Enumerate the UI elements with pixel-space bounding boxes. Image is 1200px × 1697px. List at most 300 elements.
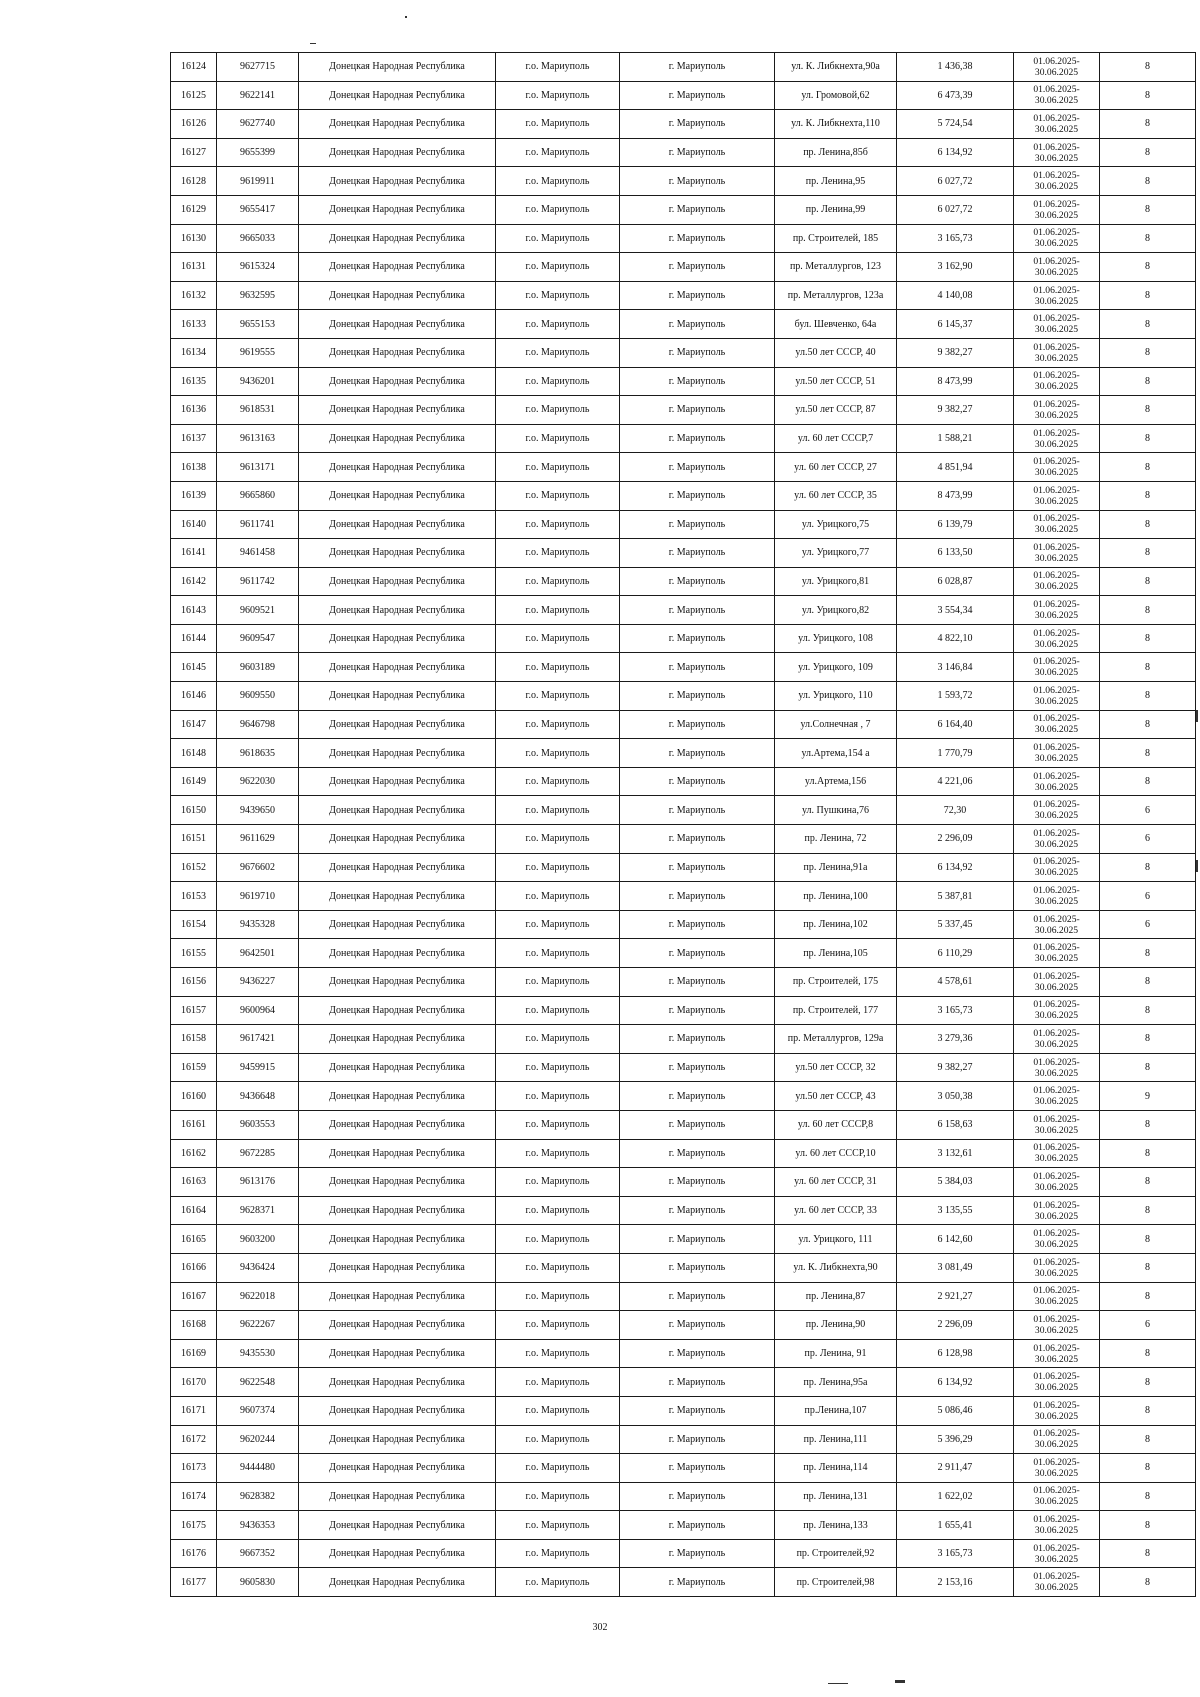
value-cell: 8: [1100, 510, 1196, 539]
period-cell: [1014, 1196, 1100, 1225]
region-cell: Донецкая Народная Республика: [299, 1482, 496, 1511]
table-row: [171, 1425, 1196, 1454]
city-cell: г. Мариуполь: [620, 481, 775, 510]
district-cell: г.о. Мариуполь: [496, 1539, 620, 1568]
value-cell: 8: [1100, 1339, 1196, 1368]
period-cell: [1014, 1110, 1100, 1139]
object-id-cell: 9622141: [217, 81, 299, 110]
record-number-cell: 16171: [171, 1396, 217, 1425]
period-cell: [1014, 453, 1100, 482]
record-number-cell: 16159: [171, 1053, 217, 1082]
value-cell: 8: [1100, 539, 1196, 568]
address-cell: ул. 60 лет СССР, 31: [775, 1168, 897, 1197]
record-number-cell: 16175: [171, 1511, 217, 1540]
district-cell: г.о. Мариуполь: [496, 1196, 620, 1225]
address-cell: ул. Урицкого, 111: [775, 1225, 897, 1254]
period-start: 01.06.2025-: [1033, 770, 1080, 782]
city-cell: г. Мариуполь: [620, 739, 775, 768]
district-cell: г.о. Мариуполь: [496, 996, 620, 1025]
object-id-cell: 9436353: [217, 1511, 299, 1540]
address-cell: ул.50 лет СССР, 40: [775, 338, 897, 367]
region-cell: Донецкая Народная Республика: [299, 310, 496, 339]
period-end: 30.06.2025: [1034, 409, 1079, 421]
region-cell: Донецкая Народная Республика: [299, 81, 496, 110]
address-cell: пр. Ленина, 91: [775, 1339, 897, 1368]
period-end: 30.06.2025: [1034, 1038, 1079, 1050]
record-number-cell: 16154: [171, 910, 217, 939]
period-cell: [1014, 1311, 1100, 1340]
table-row: [171, 653, 1196, 682]
district-cell: г.о. Мариуполь: [496, 310, 620, 339]
district-cell: г.о. Мариуполь: [496, 281, 620, 310]
area-cell: 6 139,79: [897, 510, 1014, 539]
record-number-cell: 16143: [171, 596, 217, 625]
period-end: 30.06.2025: [1034, 467, 1079, 479]
address-cell: пр. Металлургов, 129а: [775, 1025, 897, 1054]
region-cell: Донецкая Народная Республика: [299, 453, 496, 482]
period-end: 30.06.2025: [1034, 953, 1079, 965]
period-start: 01.06.2025-: [1033, 484, 1080, 496]
city-cell: г. Мариуполь: [620, 1168, 775, 1197]
address-cell: пр. Ленина,131: [775, 1482, 897, 1511]
value-cell: 8: [1100, 1454, 1196, 1483]
period-cell: [1014, 682, 1100, 711]
city-cell: г. Мариуполь: [620, 1110, 775, 1139]
district-cell: г.о. Мариуполь: [496, 453, 620, 482]
city-cell: г. Мариуполь: [620, 1539, 775, 1568]
area-cell: 2 911,47: [897, 1454, 1014, 1483]
period-end: 30.06.2025: [1034, 1553, 1079, 1565]
table-row: [171, 1110, 1196, 1139]
area-cell: 4 140,08: [897, 281, 1014, 310]
period-end: 30.06.2025: [1034, 810, 1079, 822]
period-start: 01.06.2025-: [1033, 570, 1080, 582]
object-id-cell: 9622018: [217, 1282, 299, 1311]
object-id-cell: 9619555: [217, 338, 299, 367]
district-cell: г.о. Мариуполь: [496, 825, 620, 854]
object-id-cell: 9627740: [217, 110, 299, 139]
period-start: 01.06.2025-: [1033, 1142, 1080, 1154]
object-id-cell: 9642501: [217, 939, 299, 968]
district-cell: г.о. Мариуполь: [496, 882, 620, 911]
region-cell: Донецкая Народная Республика: [299, 624, 496, 653]
period-end: 30.06.2025: [1034, 1410, 1079, 1422]
city-cell: г. Мариуполь: [620, 1196, 775, 1225]
record-number-cell: 16138: [171, 453, 217, 482]
district-cell: г.о. Мариуполь: [496, 1225, 620, 1254]
region-cell: Донецкая Народная Республика: [299, 481, 496, 510]
object-id-cell: 9436201: [217, 367, 299, 396]
district-cell: г.о. Мариуполь: [496, 338, 620, 367]
period-cell: [1014, 53, 1100, 82]
record-number-cell: 16144: [171, 624, 217, 653]
address-cell: пр. Ленина,105: [775, 939, 897, 968]
table-row: [171, 396, 1196, 425]
region-cell: Донецкая Народная Республика: [299, 1368, 496, 1397]
table-row: [171, 939, 1196, 968]
period-start: 01.06.2025-: [1033, 1542, 1080, 1554]
period-end: 30.06.2025: [1034, 724, 1079, 736]
district-cell: г.о. Мариуполь: [496, 396, 620, 425]
area-cell: 6 473,39: [897, 81, 1014, 110]
object-id-cell: 9613176: [217, 1168, 299, 1197]
region-cell: Донецкая Народная Республика: [299, 1396, 496, 1425]
area-cell: 3 165,73: [897, 1539, 1014, 1568]
region-cell: Донецкая Народная Республика: [299, 253, 496, 282]
table-row: [171, 1139, 1196, 1168]
period-cell: [1014, 996, 1100, 1025]
area-cell: 4 851,94: [897, 453, 1014, 482]
region-cell: Донецкая Народная Республика: [299, 53, 496, 82]
record-number-cell: 16153: [171, 882, 217, 911]
value-cell: 6: [1100, 796, 1196, 825]
area-cell: 5 086,46: [897, 1396, 1014, 1425]
city-cell: г. Мариуполь: [620, 1568, 775, 1597]
period-start: 01.06.2025-: [1033, 255, 1080, 267]
table-row: [171, 367, 1196, 396]
address-cell: ул.Артема,154 а: [775, 739, 897, 768]
address-cell: пр. Ленина, 72: [775, 825, 897, 854]
period-start: 01.06.2025-: [1033, 627, 1080, 639]
period-end: 30.06.2025: [1034, 1124, 1079, 1136]
region-cell: Донецкая Народная Республика: [299, 796, 496, 825]
period-cell: [1014, 1139, 1100, 1168]
object-id-cell: 9618635: [217, 739, 299, 768]
address-cell: ул. 60 лет СССР, 35: [775, 481, 897, 510]
object-id-cell: 9609547: [217, 624, 299, 653]
scan-artifact: [828, 1683, 848, 1684]
address-cell: пр. Ленина,102: [775, 910, 897, 939]
period-cell: [1014, 281, 1100, 310]
period-start: 01.06.2025-: [1033, 313, 1080, 325]
period-start: 01.06.2025-: [1033, 398, 1080, 410]
area-cell: 6 128,98: [897, 1339, 1014, 1368]
value-cell: 8: [1100, 195, 1196, 224]
district-cell: г.о. Мариуполь: [496, 195, 620, 224]
registry-table: [170, 52, 1196, 1597]
record-number-cell: 16139: [171, 481, 217, 510]
area-cell: 3 146,84: [897, 653, 1014, 682]
period-end: 30.06.2025: [1034, 552, 1079, 564]
value-cell: 6: [1100, 825, 1196, 854]
object-id-cell: 9655417: [217, 195, 299, 224]
period-cell: [1014, 1539, 1100, 1568]
district-cell: г.о. Мариуполь: [496, 567, 620, 596]
district-cell: г.о. Мариуполь: [496, 624, 620, 653]
table-row: [171, 1396, 1196, 1425]
region-cell: Донецкая Народная Республика: [299, 1168, 496, 1197]
area-cell: 2 296,09: [897, 825, 1014, 854]
period-start: 01.06.2025-: [1033, 1485, 1080, 1497]
record-number-cell: 16128: [171, 167, 217, 196]
region-cell: Донецкая Народная Республика: [299, 1511, 496, 1540]
record-number-cell: 16130: [171, 224, 217, 253]
scan-artifact: [895, 1680, 905, 1683]
district-cell: г.о. Мариуполь: [496, 596, 620, 625]
record-number-cell: 16147: [171, 710, 217, 739]
table-row: [171, 510, 1196, 539]
value-cell: 8: [1100, 1482, 1196, 1511]
district-cell: г.о. Мариуполь: [496, 1110, 620, 1139]
table-row: [171, 481, 1196, 510]
district-cell: г.о. Мариуполь: [496, 110, 620, 139]
address-cell: ул. 60 лет СССР,8: [775, 1110, 897, 1139]
object-id-cell: 9615324: [217, 253, 299, 282]
table-row: [171, 853, 1196, 882]
record-number-cell: 16131: [171, 253, 217, 282]
period-start: 01.06.2025-: [1033, 713, 1080, 725]
area-cell: 8 473,99: [897, 367, 1014, 396]
city-cell: г. Мариуполь: [620, 53, 775, 82]
address-cell: ул. Урицкого,77: [775, 539, 897, 568]
object-id-cell: 9628371: [217, 1196, 299, 1225]
record-number-cell: 16172: [171, 1425, 217, 1454]
area-cell: 8 473,99: [897, 481, 1014, 510]
table-row: [171, 767, 1196, 796]
city-cell: г. Мариуполь: [620, 1339, 775, 1368]
value-cell: 8: [1100, 710, 1196, 739]
district-cell: г.о. Мариуполь: [496, 710, 620, 739]
region-cell: Донецкая Народная Республика: [299, 710, 496, 739]
period-end: 30.06.2025: [1034, 695, 1079, 707]
object-id-cell: 9461458: [217, 539, 299, 568]
city-cell: г. Мариуполь: [620, 138, 775, 167]
city-cell: г. Мариуполь: [620, 882, 775, 911]
address-cell: ул. 60 лет СССР,10: [775, 1139, 897, 1168]
value-cell: 8: [1100, 110, 1196, 139]
period-end: 30.06.2025: [1034, 1296, 1079, 1308]
area-cell: 3 279,36: [897, 1025, 1014, 1054]
city-cell: г. Мариуполь: [620, 968, 775, 997]
record-number-cell: 16135: [171, 367, 217, 396]
record-number-cell: 16146: [171, 682, 217, 711]
city-cell: г. Мариуполь: [620, 1225, 775, 1254]
value-cell: 8: [1100, 939, 1196, 968]
value-cell: 8: [1100, 53, 1196, 82]
region-cell: Донецкая Народная Республика: [299, 1110, 496, 1139]
address-cell: ул. 60 лет СССР, 33: [775, 1196, 897, 1225]
object-id-cell: 9613163: [217, 424, 299, 453]
city-cell: г. Мариуполь: [620, 996, 775, 1025]
area-cell: 4 822,10: [897, 624, 1014, 653]
region-cell: Донецкая Народная Республика: [299, 1196, 496, 1225]
table-row: [171, 996, 1196, 1025]
record-number-cell: 16167: [171, 1282, 217, 1311]
area-cell: 6 164,40: [897, 710, 1014, 739]
area-cell: 5 337,45: [897, 910, 1014, 939]
period-end: 30.06.2025: [1034, 1439, 1079, 1451]
object-id-cell: 9655399: [217, 138, 299, 167]
district-cell: г.о. Мариуполь: [496, 1482, 620, 1511]
period-end: 30.06.2025: [1034, 495, 1079, 507]
table-row: [171, 453, 1196, 482]
region-cell: Донецкая Народная Республика: [299, 1425, 496, 1454]
object-id-cell: 9622267: [217, 1311, 299, 1340]
address-cell: пр.Ленина,107: [775, 1396, 897, 1425]
value-cell: 8: [1100, 1253, 1196, 1282]
district-cell: г.о. Мариуполь: [496, 1311, 620, 1340]
object-id-cell: 9617421: [217, 1025, 299, 1054]
period-end: 30.06.2025: [1034, 1382, 1079, 1394]
city-cell: г. Мариуполь: [620, 224, 775, 253]
city-cell: г. Мариуполь: [620, 1025, 775, 1054]
region-cell: Донецкая Народная Республика: [299, 396, 496, 425]
address-cell: ул.Артема,156: [775, 767, 897, 796]
period-cell: [1014, 310, 1100, 339]
table-row: [171, 253, 1196, 282]
district-cell: г.о. Мариуполь: [496, 682, 620, 711]
address-cell: пр. Строителей, 185: [775, 224, 897, 253]
district-cell: г.о. Мариуполь: [496, 167, 620, 196]
scan-artifact: [405, 16, 407, 18]
period-start: 01.06.2025-: [1033, 742, 1080, 754]
period-end: 30.06.2025: [1034, 667, 1079, 679]
scan-artifact: [1196, 860, 1198, 872]
region-cell: Донецкая Народная Республика: [299, 910, 496, 939]
region-cell: Донецкая Народная Республика: [299, 1568, 496, 1597]
period-cell: [1014, 1482, 1100, 1511]
region-cell: Донецкая Народная Республика: [299, 1225, 496, 1254]
period-end: 30.06.2025: [1034, 381, 1079, 393]
value-cell: 8: [1100, 1225, 1196, 1254]
value-cell: 9: [1100, 1082, 1196, 1111]
period-end: 30.06.2025: [1034, 924, 1079, 936]
value-cell: 8: [1100, 1139, 1196, 1168]
period-cell: [1014, 939, 1100, 968]
record-number-cell: 16136: [171, 396, 217, 425]
period-end: 30.06.2025: [1034, 438, 1079, 450]
value-cell: 8: [1100, 167, 1196, 196]
period-end: 30.06.2025: [1034, 638, 1079, 650]
address-cell: ул. 60 лет СССР,7: [775, 424, 897, 453]
period-cell: [1014, 624, 1100, 653]
period-cell: [1014, 853, 1100, 882]
value-cell: 8: [1100, 453, 1196, 482]
period-cell: [1014, 424, 1100, 453]
table-row: [171, 195, 1196, 224]
period-end: 30.06.2025: [1034, 1324, 1079, 1336]
period-end: 30.06.2025: [1034, 123, 1079, 135]
table-row: [171, 1168, 1196, 1197]
area-cell: 4 578,61: [897, 968, 1014, 997]
period-cell: [1014, 167, 1100, 196]
value-cell: 8: [1100, 624, 1196, 653]
value-cell: 8: [1100, 253, 1196, 282]
period-cell: [1014, 1282, 1100, 1311]
city-cell: г. Мариуполь: [620, 853, 775, 882]
table-row: [171, 567, 1196, 596]
region-cell: Донецкая Народная Республика: [299, 1253, 496, 1282]
object-id-cell: 9435328: [217, 910, 299, 939]
object-id-cell: 9628382: [217, 1482, 299, 1511]
period-cell: [1014, 1053, 1100, 1082]
address-cell: ул. Пушкина,76: [775, 796, 897, 825]
period-cell: [1014, 481, 1100, 510]
area-cell: 6 145,37: [897, 310, 1014, 339]
district-cell: г.о. Мариуполь: [496, 1425, 620, 1454]
object-id-cell: 9459915: [217, 1053, 299, 1082]
region-cell: Донецкая Народная Республика: [299, 281, 496, 310]
record-number-cell: 16168: [171, 1311, 217, 1340]
period-cell: [1014, 1568, 1100, 1597]
city-cell: г. Мариуполь: [620, 453, 775, 482]
city-cell: г. Мариуполь: [620, 253, 775, 282]
record-number-cell: 16126: [171, 110, 217, 139]
object-id-cell: 9622548: [217, 1368, 299, 1397]
region-cell: Донецкая Народная Республика: [299, 338, 496, 367]
period-start: 01.06.2025-: [1033, 799, 1080, 811]
address-cell: ул. Урицкого,75: [775, 510, 897, 539]
period-end: 30.06.2025: [1034, 1239, 1079, 1251]
table-row: [171, 710, 1196, 739]
period-cell: [1014, 1396, 1100, 1425]
period-cell: [1014, 1339, 1100, 1368]
table-row: [171, 338, 1196, 367]
area-cell: 3 050,38: [897, 1082, 1014, 1111]
record-number-cell: 16160: [171, 1082, 217, 1111]
district-cell: г.о. Мариуполь: [496, 539, 620, 568]
district-cell: г.о. Мариуполь: [496, 739, 620, 768]
period-cell: [1014, 882, 1100, 911]
table-row: [171, 167, 1196, 196]
period-cell: [1014, 567, 1100, 596]
period-cell: [1014, 653, 1100, 682]
table-row: [171, 1225, 1196, 1254]
period-start: 01.06.2025-: [1033, 170, 1080, 182]
table-row: [171, 539, 1196, 568]
district-cell: г.о. Мариуполь: [496, 424, 620, 453]
registry-rows: [171, 53, 1196, 1597]
address-cell: ул.Солнечная , 7: [775, 710, 897, 739]
city-cell: г. Мариуполь: [620, 624, 775, 653]
address-cell: ул.50 лет СССР, 43: [775, 1082, 897, 1111]
area-cell: 6 134,92: [897, 138, 1014, 167]
object-id-cell: 9609550: [217, 682, 299, 711]
period-start: 01.06.2025-: [1033, 1399, 1080, 1411]
period-cell: [1014, 796, 1100, 825]
record-number-cell: 16152: [171, 853, 217, 882]
area-cell: 1 770,79: [897, 739, 1014, 768]
table-row: [171, 281, 1196, 310]
object-id-cell: 9613171: [217, 453, 299, 482]
table-row: [171, 1454, 1196, 1483]
period-start: 01.06.2025-: [1033, 1113, 1080, 1125]
address-cell: ул. К. Либкнехта,90: [775, 1253, 897, 1282]
value-cell: 8: [1100, 1396, 1196, 1425]
period-start: 01.06.2025-: [1033, 541, 1080, 553]
period-cell: [1014, 195, 1100, 224]
period-start: 01.06.2025-: [1033, 999, 1080, 1011]
period-start: 01.06.2025-: [1033, 1342, 1080, 1354]
period-start: 01.06.2025-: [1033, 656, 1080, 668]
value-cell: 8: [1100, 596, 1196, 625]
record-number-cell: 16176: [171, 1539, 217, 1568]
district-cell: г.о. Мариуполь: [496, 510, 620, 539]
record-number-cell: 16150: [171, 796, 217, 825]
period-cell: [1014, 539, 1100, 568]
table-row: [171, 825, 1196, 854]
area-cell: 1 622,02: [897, 1482, 1014, 1511]
record-number-cell: 16151: [171, 825, 217, 854]
period-end: 30.06.2025: [1034, 581, 1079, 593]
area-cell: 5 396,29: [897, 1425, 1014, 1454]
period-start: 01.06.2025-: [1033, 827, 1080, 839]
area-cell: 3 162,90: [897, 253, 1014, 282]
object-id-cell: 9436648: [217, 1082, 299, 1111]
object-id-cell: 9609521: [217, 596, 299, 625]
table-row: [171, 1282, 1196, 1311]
region-cell: Донецкая Народная Республика: [299, 1082, 496, 1111]
